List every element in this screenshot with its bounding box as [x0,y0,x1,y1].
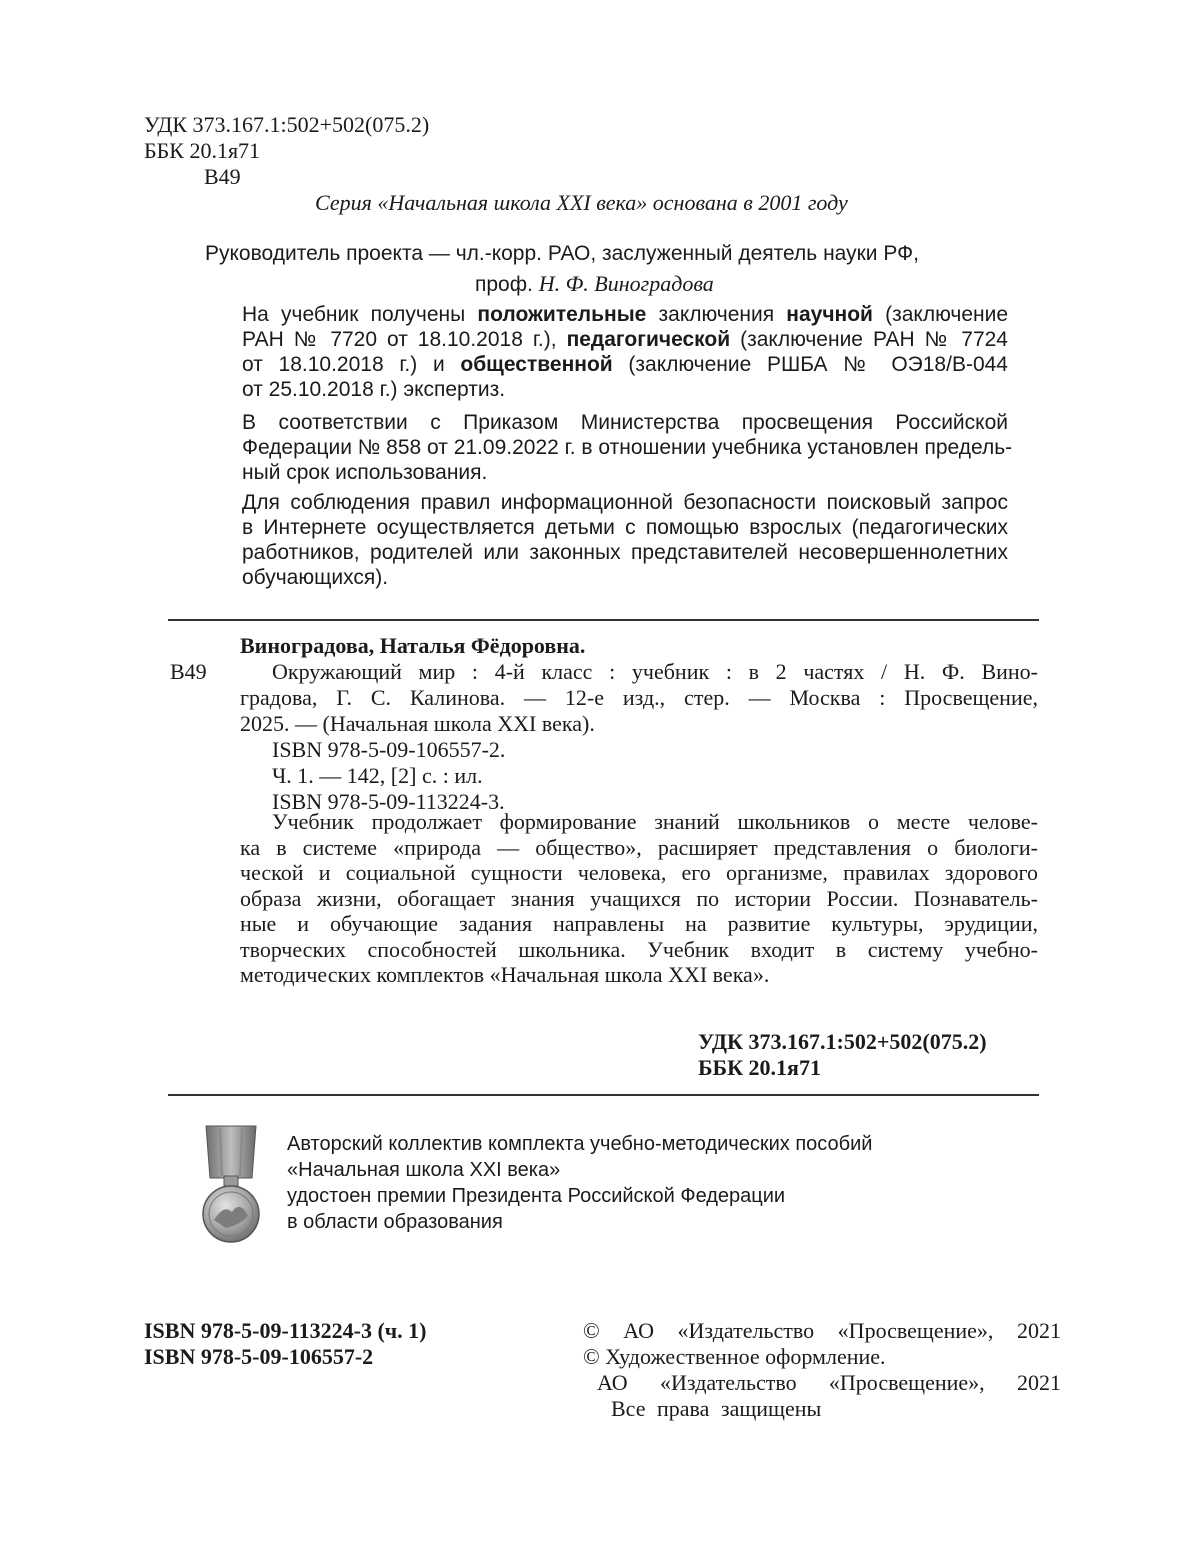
catalog-desc-line-2: градова, Г. С. Калинова. — 12-е изд., стер. — Москва : Просвещение, [240,685,1038,710]
catalog-udk: УДК 373.167.1:502+502(075.2) [698,1029,987,1054]
catalog-author: Виноградова, Наталья Фёдоровна. [240,633,586,658]
safety-line-3: работников, родителей или законных представителей несовершеннолетних [242,541,1008,564]
award-line-1: Авторский коллектив комплекта учебно-методических пособий [287,1133,873,1155]
expertise-paragraph [242,302,1008,402]
divider-bottom [168,1094,1039,1096]
copyright-line-3: АО «Издательство «Просвещение», 2021 [597,1370,1061,1395]
award-line-4: в области образования [287,1211,503,1233]
catalog-code: В49 [170,659,207,684]
order-line-1: В соответствии с Приказом Министерства просвещения Российской [242,411,1008,434]
footer-isbn-part: ISBN 978-5-09-113224-3 (ч. 1) [144,1318,427,1343]
catalog-desc-line-1: Окружающий мир : 4-й класс : учебник : в 2 частях / Н. Ф. Вино- [272,659,1038,684]
catalog-part: Ч. 1. — 142, [2] с. : ил. [272,763,483,788]
expertise-line-3: от 18.10.2018 г.) и общественной (заключение РШБА № ОЭ18/В-044 [242,353,1008,376]
expertise-line-2: РАН № 7720 от 18.10.2018 г.), педагогической (заключение РАН № 7724 [242,328,1008,351]
abstract-line-5: ные и обучающие задания направлены на развитие культуры, эрудиции, [240,911,1038,936]
award-text [287,1131,872,1235]
copyright-line-2: © Художественное оформление. [583,1344,886,1369]
abstract-line-6: творческих способностей школьника. Учебник входит в систему учебно- [240,936,1038,962]
divider-top [168,619,1039,621]
copyright-line-1: © АО «Издательство «Просвещение», 2021 [583,1318,1061,1343]
award-line-2: «Начальная школа XXI века» [287,1159,561,1181]
header-bbk: ББК 20.1я71 [144,138,261,163]
abstract-line-2: ка в системе «природа — общество», расширяет представления о биологи- [240,834,1038,860]
project-lead-prefix: проф. [475,273,533,296]
catalog-abstract [240,809,1038,988]
expertise-line-1: На учебник получены положительные заключения научной (заключение [242,303,1009,326]
abstract-line-1: Учебник продолжает формирование знаний школьников о месте челове- [272,809,1038,834]
header-code: В49 [204,164,241,189]
rights-line: Все права защищены [611,1396,822,1421]
safety-line-1: Для соблюдения правил информационной безопасности поисковый запрос [242,491,1008,514]
catalog-description [240,659,1038,737]
project-lead-line: Руководитель проекта — чл.-корр. РАО, заслуженный деятель науки РФ, [205,242,919,265]
catalog-bbk: ББК 20.1я71 [698,1055,821,1080]
series-note: Серия «Начальная школа XXI века» основана в 2001 году [315,190,848,215]
project-lead-name: Н. Ф. Виноградова [538,271,714,296]
copyright-block [583,1318,1061,1422]
header-udk: УДК 373.167.1:502+502(075.2) [144,112,430,137]
abstract-line-4: образа жизни, обогащает знания учащихся по истории России. Познаватель- [240,885,1038,911]
catalog-isbn-part: ISBN 978-5-09-113224-3. [272,789,505,814]
safety-line-4: обучающихся). [242,566,389,589]
order-paragraph [242,410,1013,485]
award-line-3: удостоен премии Президента Российской Федерации [287,1185,786,1207]
safety-line-2: в Интернете осуществляется детьми с помощью взрослых (педагогических [242,516,1008,539]
order-line-2: Федерации № 858 от 21.09.2022 г. в отношении учебника установлен предель- [242,436,1013,459]
safety-paragraph [242,490,1008,590]
project-lead-name-line [475,271,714,298]
catalog-desc-line-3: 2025. — (Начальная школа XXI века). [240,711,595,736]
footer-isbn-set: ISBN 978-5-09-106557-2 [144,1344,374,1369]
abstract-line-7: методических комплектов «Начальная школа XXI века». [240,962,770,987]
abstract-line-3: ческой и социальной сущности человека, его организме, правилах здорового [240,860,1038,885]
catalog-isbn-set: ISBN 978-5-09-106557-2. [272,737,506,762]
order-line-3: ный срок использования. [242,461,488,484]
medal-icon [196,1120,266,1245]
expertise-line-4: от 25.10.2018 г.) экспертиз. [242,378,506,401]
